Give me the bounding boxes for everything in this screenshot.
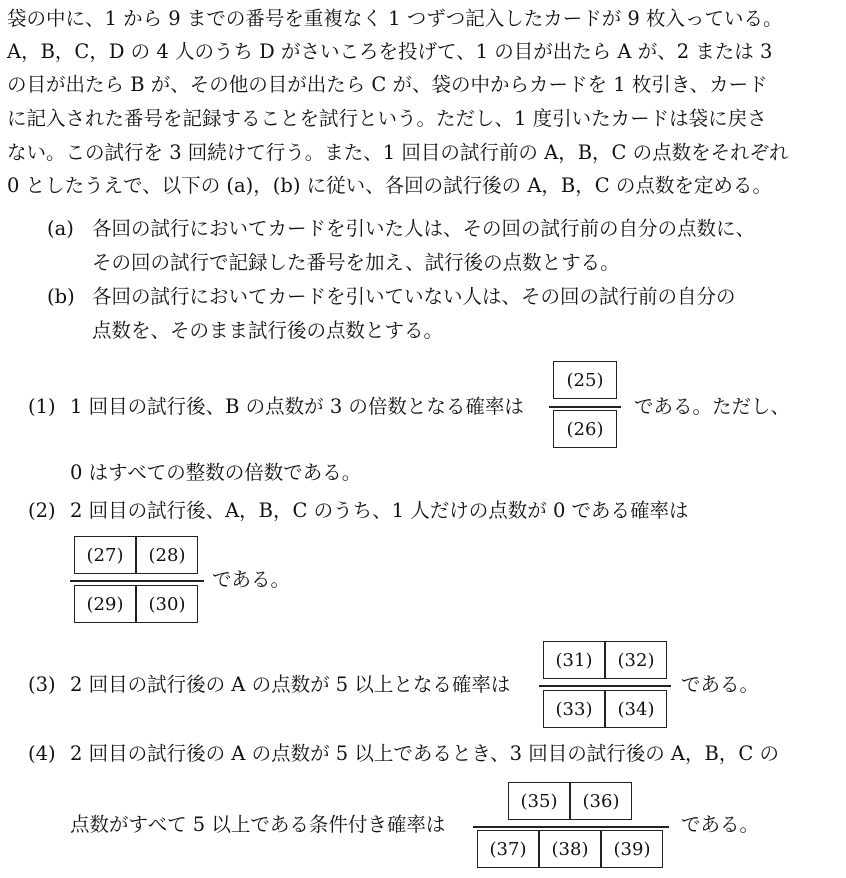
fraction-bar (539, 685, 671, 687)
answer-box-33[interactable]: (33) (543, 690, 605, 728)
answer-box-25[interactable]: (25) (553, 361, 617, 399)
answer-box-37[interactable]: (37) (477, 830, 539, 868)
rule-b-line-1: 各回の試行においてカードを引いていない人は、その回の試行前の自分の (92, 285, 736, 308)
answer-box-27[interactable]: (27) (74, 536, 136, 574)
q1-text-before: 1 回目の試行後、B の点数が 3 の倍数となる確率は (70, 395, 524, 418)
fraction-bar (473, 826, 669, 828)
answer-box-34[interactable]: (34) (605, 690, 667, 728)
q4-label: (4) (28, 742, 56, 765)
q3-label: (3) (28, 673, 56, 696)
answer-box-30[interactable]: (30) (136, 585, 198, 623)
intro-line-2: A，B，C，D の 4 人のうち D がさいころを投げて、1 の目が出たら A が、2 または 3 (7, 40, 773, 63)
answer-box-29[interactable]: (29) (74, 585, 136, 623)
rule-b-label: (b) (47, 285, 75, 308)
q1-label: (1) (28, 395, 56, 418)
q1-text-after: である。ただし、 (634, 395, 791, 418)
answer-box-26[interactable]: (26) (553, 410, 617, 448)
rule-a-line-2: その回の試行で記録した番号を加え、試行後の点数とする。 (92, 251, 620, 274)
rule-a-label: (a) (47, 217, 74, 240)
intro-line-3: の目が出たら B が、その他の目が出たら C が、袋の中からカードを 1 枚引き、カード (7, 73, 768, 96)
intro-line-5: ない。この試行を 3 回続けて行う。また、1 回目の試行前の A，B，C の点数をそれぞれ (7, 141, 789, 164)
answer-box-28[interactable]: (28) (136, 536, 198, 574)
answer-box-39[interactable]: (39) (601, 830, 663, 868)
answer-box-32[interactable]: (32) (605, 641, 667, 679)
q2-text-before: 2 回目の試行後、A，B，C のうち、1 人だけの点数が 0 である確率は (70, 499, 689, 522)
q2-text-after: である。 (212, 568, 291, 591)
q4-line-2: 点数がすべて 5 以上である条件付き確率は (70, 813, 446, 836)
intro-line-4: に記入された番号を記録することを試行という。ただし、1 度引いたカードは袋に戻さ (7, 107, 767, 130)
q2-label: (2) (28, 499, 56, 522)
answer-box-35[interactable]: (35) (508, 782, 570, 820)
answer-box-36[interactable]: (36) (570, 782, 632, 820)
q3-text-before: 2 回目の試行後の A の点数が 5 以上となる確率は (70, 673, 511, 696)
fraction-bar (70, 580, 204, 582)
fraction-bar (549, 406, 621, 408)
answer-box-31[interactable]: (31) (543, 641, 605, 679)
intro-line-1: 袋の中に、1 から 9 までの番号を重複なく 1 つずつ記入したカードが 9 枚入っている。 (7, 7, 783, 30)
q3-text-after: である。 (681, 673, 760, 696)
q1-line-2: 0 はすべての整数の倍数である。 (70, 461, 362, 484)
intro-line-6: 0 としたうえで、以下の (a)，(b) に従い、各回の試行後の A，B，C の点数を定める。 (7, 174, 772, 197)
rule-a-line-1: 各回の試行においてカードを引いた人は、その回の試行前の自分の点数に、 (92, 217, 756, 240)
rule-b-line-2: 点数を、そのまま試行後の点数とする。 (92, 319, 444, 342)
q4-text-before: 2 回目の試行後の A の点数が 5 以上であるとき、3 回目の試行後の A，B，C の (70, 742, 779, 765)
q4-text-after: である。 (681, 813, 760, 836)
answer-box-38[interactable]: (38) (539, 830, 601, 868)
